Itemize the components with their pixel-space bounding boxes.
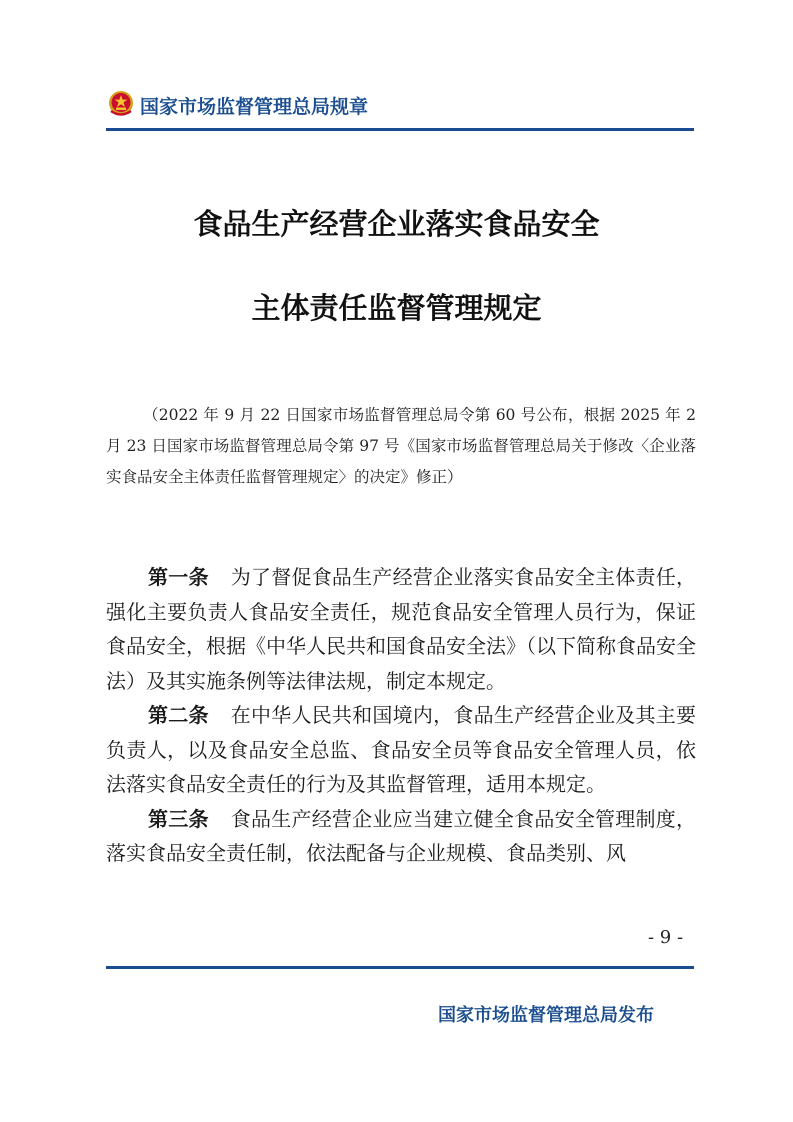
article-label: 第二条 [148, 703, 209, 727]
footer-publisher: 国家市场监督管理总局发布 [438, 1005, 654, 1026]
article-label: 第三条 [148, 806, 209, 831]
article-2 [106, 698, 696, 802]
article-text: 在中华人民共和国境内，食品生产经营企业及其主要负责人，以及食品安全总监、食品安全员等食品安全管理人员，依法落实食品安全责任的行为及其监督管理，适用本规定。 [106, 703, 697, 796]
article-text: 为了督促食品生产经营企业落实食品安全主体责任，强化主要负责人食品安全责任，规范食品安全管理人员行为，保证食品安全，根据《中华人民共和国食品安全法》（以下简称食品安全法）及其实施条例等法律法规，制定本规定。 [106, 565, 697, 693]
header-title: 国家市场监督管理总局规章 [140, 96, 369, 118]
article-list [106, 560, 696, 871]
national-emblem-icon [106, 89, 136, 119]
article-label: 第一条 [148, 565, 209, 589]
header-divider [106, 128, 694, 131]
article-3 [106, 802, 696, 871]
page-number: - 9 - [648, 927, 684, 948]
amendment-note: （2022 年 9 月 22 日国家市场监督管理总局令第 60 号公布，根据 2025 年 2 月 23 日国家市场监督管理总局令第 97 号《国家市场监督管理总局关于修改〈企业落实食品安全主体责任监督管理规定〉的决定》修正） [106, 406, 696, 486]
document-title-line-2: 主体责任监督管理规定 [251, 291, 542, 325]
footer-divider [106, 966, 694, 969]
document-title-line-1: 食品生产经营企业落实食品安全 [193, 207, 600, 241]
article-text: 食品生产经营企业应当建立健全食品安全管理制度，落实食品安全责任制，依法配备与企业规模、食品类别、风 [106, 806, 697, 865]
article-1 [106, 560, 696, 698]
